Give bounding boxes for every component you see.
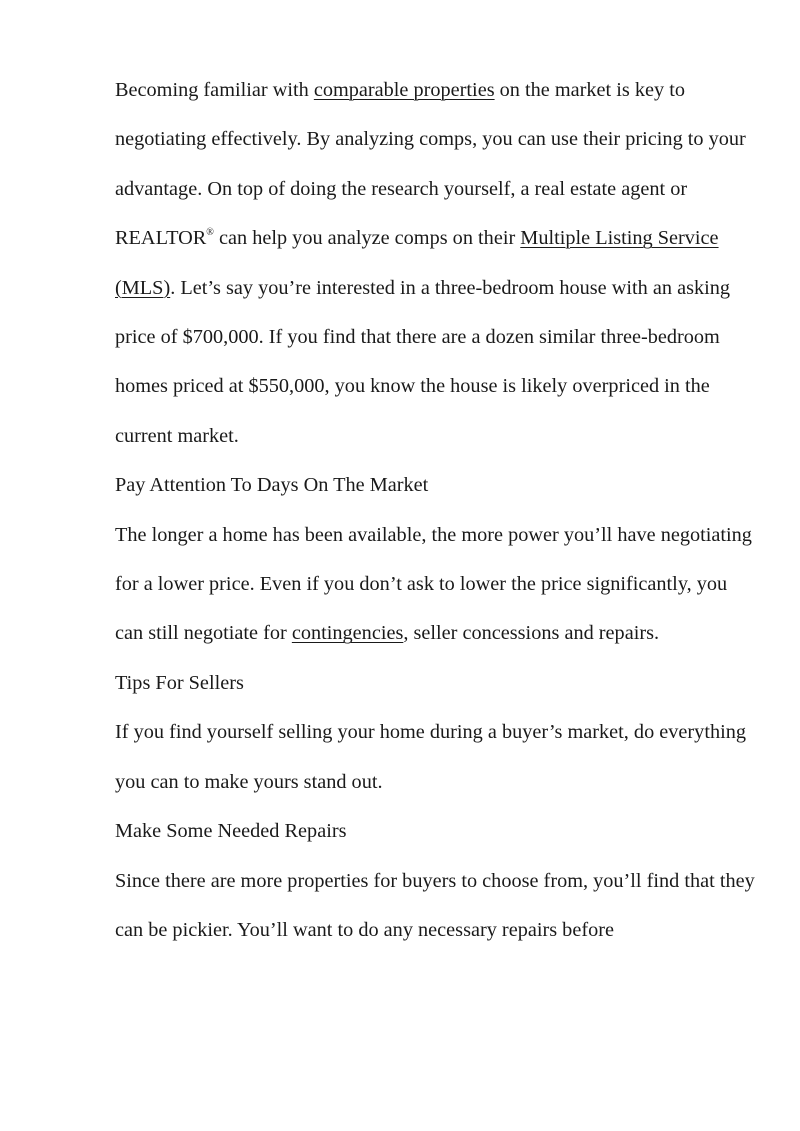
paragraph-text: Becoming familiar with — [115, 79, 314, 101]
paragraph-text: The longer a home has been available, the more power you’ll have negotiating for a lower price. Even if you don’t ask to lower the price significantly, you can still negotiate for — [115, 523, 752, 645]
paragraph-text: on the market is key to negotiating effectively. By analyzing comps, you can use their pricing to your advantage. On top of doing the research yourself, a real estate agent or REALTOR — [115, 79, 746, 250]
paragraph-tips-for-sellers: If you find yourself selling your home during a buyer’s market, do everything you can to make yours stand out. — [115, 721, 747, 793]
paragraph-days-on-market — [115, 511, 755, 659]
paragraph-make-repairs: Since there are more properties for buyers to choose from, you’ll find that they can be pickier. You’ll want to do any necessary repairs before — [115, 869, 755, 941]
multiple-listing-service-link[interactable]: Multiple Listing Service (MLS) — [115, 227, 719, 299]
paragraph-text: . Let’s say you’re interested in a three-bedroom house with an asking price of $700,000. If you find that there are a dozen similar three-bedroom homes priced at $550,000, you know the house is likely overpriced in the current market. — [115, 276, 731, 447]
heading-days-on-market: Pay Attention To Days On The Market — [115, 474, 429, 497]
paragraph-comps — [115, 66, 755, 461]
comparable-properties-link[interactable]: comparable properties — [313, 79, 495, 101]
heading-tips-for-sellers: Tips For Sellers — [115, 671, 244, 694]
paragraph-text: , seller concessions and repairs. — [403, 622, 660, 645]
paragraph-text: can help you analyze comps on their — [213, 227, 521, 250]
registered-mark: ® — [206, 227, 214, 239]
heading-make-repairs: Make Some Needed Repairs — [115, 820, 347, 843]
contingencies-link[interactable]: contingencies — [291, 622, 404, 645]
document-body — [115, 66, 755, 955]
